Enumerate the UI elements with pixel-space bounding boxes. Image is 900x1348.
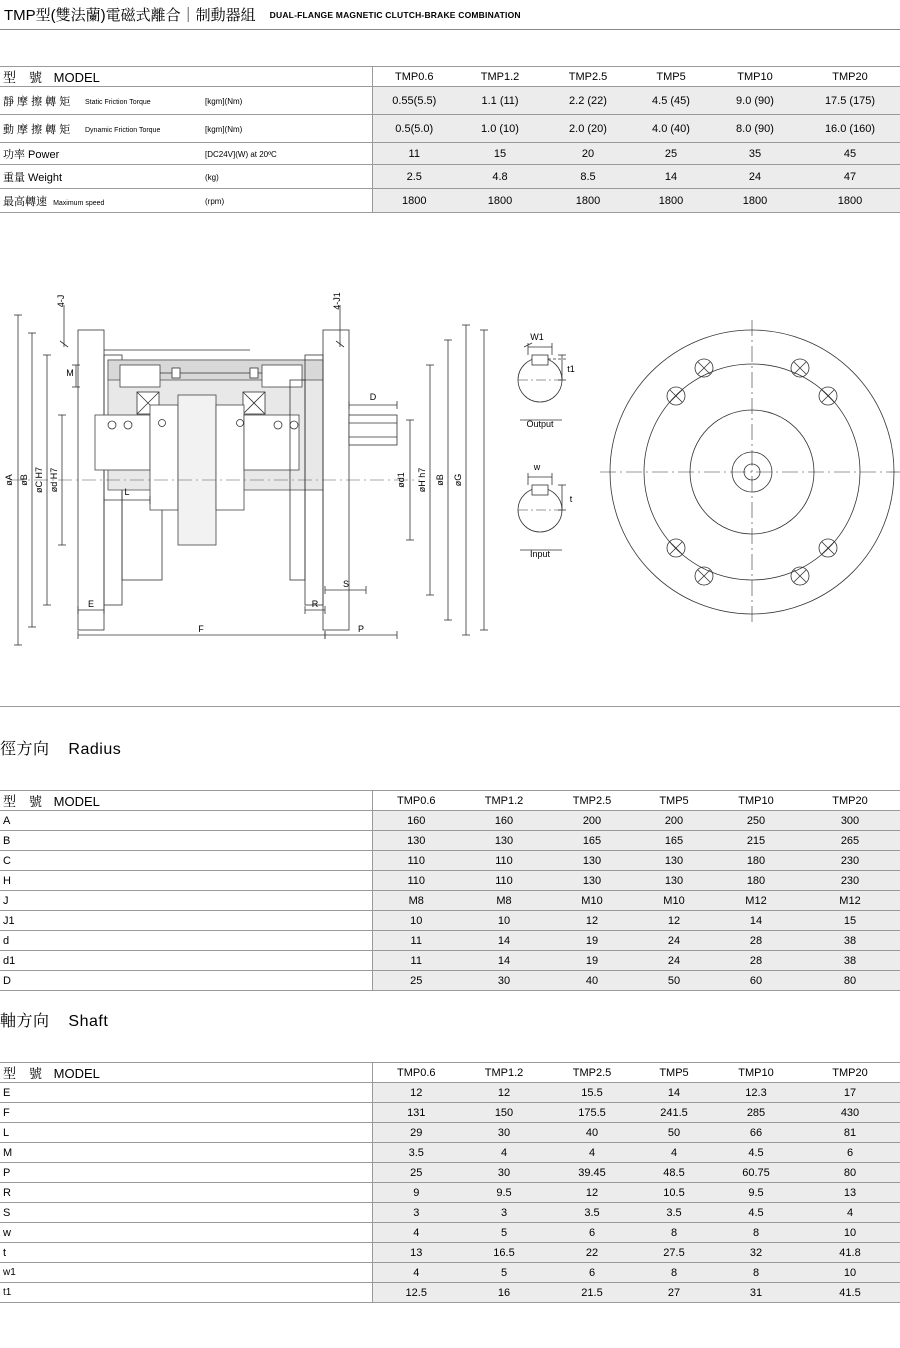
- shaft-model-1: TMP1.2: [460, 1063, 548, 1083]
- table-row: [0, 931, 900, 951]
- radius-row-8-val-1: 30: [460, 971, 548, 991]
- shaft-row-0-val-5: 17: [800, 1083, 900, 1103]
- shaft-row-1-val-3: 241.5: [636, 1103, 712, 1123]
- spec-row-0-label-en: Static Friction Torque: [82, 87, 202, 115]
- radius-row-6-val-0: 11: [372, 931, 460, 951]
- table-row: [0, 871, 900, 891]
- radius-row-5-val-5: 15: [800, 911, 900, 931]
- radius-model-1: TMP1.2: [460, 791, 548, 811]
- radius-row-1-val-1: 130: [460, 831, 548, 851]
- spec-model-1: TMP1.2: [456, 67, 544, 87]
- shaft-row-0-val-0: 12: [372, 1083, 460, 1103]
- shaft-row-10-val-4: 31: [712, 1283, 800, 1303]
- table-row: [0, 1083, 900, 1103]
- shaft-row-10-val-2: 21.5: [548, 1283, 636, 1303]
- shaft-model-3: TMP5: [636, 1063, 712, 1083]
- table-row: [0, 1203, 900, 1223]
- radius-row-5-val-0: 10: [372, 911, 460, 931]
- radius-row-1-val-0: 130: [372, 831, 460, 851]
- radius-row-7-val-4: 28: [712, 951, 800, 971]
- radius-row-3-val-4: 180: [712, 871, 800, 891]
- technical-drawing: [0, 255, 900, 705]
- shaft-row-9-val-5: 10: [800, 1263, 900, 1283]
- spec-model-label-en: MODEL: [53, 70, 100, 85]
- label-p: P: [357, 624, 365, 634]
- radius-model-3: TMP5: [636, 791, 712, 811]
- spec-row-1-val-1: 1.0 (10): [456, 115, 544, 143]
- spec-row-1-val-2: 2.0 (20): [544, 115, 632, 143]
- shaft-model-0: TMP0.6: [372, 1063, 460, 1083]
- label-od1: ød1: [396, 472, 406, 488]
- shaft-row-4-val-1: 30: [460, 1163, 548, 1183]
- shaft-row-5-val-2: 12: [548, 1183, 636, 1203]
- spec-row-3-val-3: 14: [632, 165, 710, 189]
- spec-table-wrap: [0, 66, 900, 213]
- spec-row-3-val-1: 4.8: [456, 165, 544, 189]
- spec-row-2-val-0: 11: [372, 143, 456, 165]
- spec-row-1-unit: [kgm](Nm): [202, 115, 372, 143]
- table-row: [0, 87, 900, 115]
- label-og: øG: [453, 473, 463, 487]
- radius-row-6-val-1: 14: [460, 931, 548, 951]
- shaft-row-0-val-2: 15.5: [548, 1083, 636, 1103]
- shaft-model-label: 型 號 MODEL: [0, 1063, 372, 1083]
- radius-row-7-val-5: 38: [800, 951, 900, 971]
- radius-section-title: [0, 736, 900, 759]
- radius-title-cn: 徑方向: [0, 741, 50, 758]
- shaft-row-1-label: F: [0, 1103, 372, 1123]
- radius-row-0-val-1: 160: [460, 811, 548, 831]
- spec-row-4-val-5: 1800: [800, 189, 900, 213]
- label-w1: W1: [530, 332, 544, 342]
- shaft-model-2: TMP2.5: [548, 1063, 636, 1083]
- radius-title-en: Radius: [68, 741, 122, 758]
- radius-row-0-val-4: 250: [712, 811, 800, 831]
- label-ob-right: øB: [435, 474, 445, 486]
- page-title: TMP型(雙法蘭)電磁式離合｜制動器組: [4, 7, 256, 24]
- spec-model-5: TMP20: [800, 67, 900, 87]
- shaft-row-7-label: w: [0, 1223, 372, 1243]
- radius-table-header-row: [0, 791, 900, 811]
- shaft-row-6-val-0: 3: [372, 1203, 460, 1223]
- shaft-model-5: TMP20: [800, 1063, 900, 1083]
- spec-row-2-val-3: 25: [632, 143, 710, 165]
- spec-row-1-val-0: 0.5(5.0): [372, 115, 456, 143]
- radius-row-4-label: J: [0, 891, 372, 911]
- spec-row-2-val-1: 15: [456, 143, 544, 165]
- shaft-row-10-val-1: 16: [460, 1283, 548, 1303]
- radius-row-1-val-3: 165: [636, 831, 712, 851]
- shaft-row-7-val-2: 6: [548, 1223, 636, 1243]
- spec-row-0-val-4: 9.0 (90): [710, 87, 800, 115]
- spec-row-1-label-en: Dynamic Friction Torque: [82, 115, 202, 143]
- shaft-row-8-val-5: 41.8: [800, 1243, 900, 1263]
- spec-row-0-label-cn: 靜 摩 擦 轉 矩: [0, 87, 82, 115]
- shaft-row-10-label: t1: [0, 1283, 372, 1303]
- radius-row-4-val-1: M8: [460, 891, 548, 911]
- radius-row-5-val-1: 10: [460, 911, 548, 931]
- shaft-row-7-val-0: 4: [372, 1223, 460, 1243]
- radius-model-4: TMP10: [712, 791, 800, 811]
- spec-row-4-unit: (rpm): [202, 189, 372, 213]
- label-r: R: [311, 599, 319, 609]
- spec-row-0-unit: [kgm](Nm): [202, 87, 372, 115]
- shaft-row-3-val-2: 4: [548, 1143, 636, 1163]
- page-subtitle: DUAL-FLANGE MAGNETIC CLUTCH-BRAKE COMBINATION: [269, 9, 521, 20]
- shaft-row-4-val-0: 25: [372, 1163, 460, 1183]
- shaft-row-4-val-3: 48.5: [636, 1163, 712, 1183]
- shaft-row-8-val-0: 13: [372, 1243, 460, 1263]
- shaft-table-header-row: [0, 1063, 900, 1083]
- radius-row-1-val-4: 215: [712, 831, 800, 851]
- shaft-row-10-val-0: 12.5: [372, 1283, 460, 1303]
- table-row: [0, 851, 900, 871]
- shaft-row-6-label: S: [0, 1203, 372, 1223]
- shaft-row-8-val-3: 27.5: [636, 1243, 712, 1263]
- shaft-row-6-val-2: 3.5: [548, 1203, 636, 1223]
- shaft-row-6-val-5: 4: [800, 1203, 900, 1223]
- shaft-row-3-val-4: 4.5: [712, 1143, 800, 1163]
- radius-row-2-label: C: [0, 851, 372, 871]
- radius-row-2-val-4: 180: [712, 851, 800, 871]
- radius-row-3-label: H: [0, 871, 372, 891]
- spec-row-0-val-5: 17.5 (175): [800, 87, 900, 115]
- shaft-row-0-val-4: 12.3: [712, 1083, 800, 1103]
- label-oa: øA: [4, 474, 14, 486]
- spec-model-2: TMP2.5: [544, 67, 632, 87]
- shaft-row-2-val-2: 40: [548, 1123, 636, 1143]
- radius-row-5-val-2: 12: [548, 911, 636, 931]
- shaft-row-3-val-1: 4: [460, 1143, 548, 1163]
- drawing-divider: [0, 706, 900, 707]
- table-row: [0, 1263, 900, 1283]
- shaft-row-8-val-1: 16.5: [460, 1243, 548, 1263]
- label-oc: øC H7: [34, 466, 44, 494]
- label-l: L: [124, 487, 130, 497]
- label-ob-left: øB: [19, 474, 29, 486]
- shaft-row-10-val-5: 41.5: [800, 1283, 900, 1303]
- radius-row-2-val-3: 130: [636, 851, 712, 871]
- spec-row-3-val-2: 8.5: [544, 165, 632, 189]
- spec-row-3-unit: (kg): [202, 165, 372, 189]
- label-m: M: [66, 368, 74, 378]
- radius-row-0-val-3: 200: [636, 811, 712, 831]
- spec-row-4-val-0: 1800: [372, 189, 456, 213]
- table-row: [0, 971, 900, 991]
- shaft-row-5-val-0: 9: [372, 1183, 460, 1203]
- spec-row-4-val-2: 1800: [544, 189, 632, 213]
- spec-row-2-label: 功率 Power: [0, 143, 202, 165]
- shaft-row-4-val-4: 60.75: [712, 1163, 800, 1183]
- radius-row-0-label: A: [0, 811, 372, 831]
- radius-row-5-label: J1: [0, 911, 372, 931]
- label-e: E: [87, 599, 95, 609]
- spec-row-4-val-3: 1800: [632, 189, 710, 213]
- radius-row-8-val-3: 50: [636, 971, 712, 991]
- radius-model-label: 型 號 MODEL: [0, 791, 372, 811]
- shaft-row-3-val-3: 4: [636, 1143, 712, 1163]
- shaft-row-9-val-3: 8: [636, 1263, 712, 1283]
- shaft-row-1-val-5: 430: [800, 1103, 900, 1123]
- spec-row-3-val-5: 47: [800, 165, 900, 189]
- label-t1: t1: [567, 364, 575, 374]
- shaft-row-7-val-3: 8: [636, 1223, 712, 1243]
- shaft-row-0-label: E: [0, 1083, 372, 1103]
- radius-row-8-val-4: 60: [712, 971, 800, 991]
- shaft-table-wrap: [0, 1062, 900, 1303]
- table-row: [0, 1223, 900, 1243]
- radius-table: [0, 790, 900, 991]
- radius-row-5-val-3: 12: [636, 911, 712, 931]
- radius-row-8-val-5: 80: [800, 971, 900, 991]
- radius-row-7-label: d1: [0, 951, 372, 971]
- table-row: [0, 143, 900, 165]
- shaft-section-title: [0, 1008, 900, 1031]
- radius-row-2-val-1: 110: [460, 851, 548, 871]
- radius-row-4-val-2: M10: [548, 891, 636, 911]
- radius-row-7-val-1: 14: [460, 951, 548, 971]
- shaft-row-2-val-3: 50: [636, 1123, 712, 1143]
- table-row: [0, 891, 900, 911]
- spec-model-3: TMP5: [632, 67, 710, 87]
- spec-model-label-cn: 型 號: [3, 70, 43, 85]
- radius-row-0-val-2: 200: [548, 811, 636, 831]
- spec-model-4: TMP10: [710, 67, 800, 87]
- spec-row-0-val-3: 4.5 (45): [632, 87, 710, 115]
- shaft-row-9-val-4: 8: [712, 1263, 800, 1283]
- table-row: [0, 951, 900, 971]
- spec-row-2-val-4: 35: [710, 143, 800, 165]
- shaft-row-9-val-2: 6: [548, 1263, 636, 1283]
- spec-model-label: [0, 67, 372, 87]
- radius-row-5-val-4: 14: [712, 911, 800, 931]
- table-row: [0, 1243, 900, 1263]
- radius-row-1-label: B: [0, 831, 372, 851]
- spec-row-0-val-2: 2.2 (22): [544, 87, 632, 115]
- shaft-table: [0, 1062, 900, 1303]
- radius-row-3-val-2: 130: [548, 871, 636, 891]
- table-row: [0, 911, 900, 931]
- radius-model-5: TMP20: [800, 791, 900, 811]
- spec-row-4-label: 最高轉速 Maximum speed: [0, 189, 202, 213]
- spec-table-header-row: [0, 67, 900, 87]
- label-4-j1: 4-J1: [332, 292, 342, 310]
- shaft-row-2-val-0: 29: [372, 1123, 460, 1143]
- shaft-row-2-val-4: 66: [712, 1123, 800, 1143]
- shaft-row-6-val-3: 3.5: [636, 1203, 712, 1223]
- label-s: S: [342, 579, 350, 589]
- radius-row-7-val-3: 24: [636, 951, 712, 971]
- shaft-row-5-val-1: 9.5: [460, 1183, 548, 1203]
- table-row: [0, 831, 900, 851]
- spec-row-2-unit: [DC24V](W) at 20ºC: [202, 143, 372, 165]
- table-row: [0, 189, 900, 213]
- shaft-row-4-val-2: 39.45: [548, 1163, 636, 1183]
- shaft-row-0-val-1: 12: [460, 1083, 548, 1103]
- spec-row-1-label-cn: 動 摩 擦 轉 矩: [0, 115, 82, 143]
- spec-row-3-label: 重量 Weight: [0, 165, 202, 189]
- radius-model-0: TMP0.6: [372, 791, 460, 811]
- shaft-title-cn: 軸方向: [0, 1013, 50, 1030]
- shaft-row-1-val-0: 131: [372, 1103, 460, 1123]
- shaft-row-9-label: w1: [0, 1263, 372, 1283]
- label-output: Output: [526, 419, 554, 429]
- spec-row-2-val-2: 20: [544, 143, 632, 165]
- spec-row-2-val-5: 45: [800, 143, 900, 165]
- radius-row-4-val-5: M12: [800, 891, 900, 911]
- label-f: F: [198, 624, 204, 634]
- radius-row-6-val-5: 38: [800, 931, 900, 951]
- table-row: [0, 1283, 900, 1303]
- radius-row-0-val-5: 300: [800, 811, 900, 831]
- spec-row-3-val-4: 24: [710, 165, 800, 189]
- spec-model-0: TMP0.6: [372, 67, 456, 87]
- table-row: [0, 1103, 900, 1123]
- radius-row-1-val-2: 165: [548, 831, 636, 851]
- table-row: [0, 1123, 900, 1143]
- shaft-row-6-val-1: 3: [460, 1203, 548, 1223]
- label-4-j: 4-J: [56, 294, 66, 308]
- radius-row-0-val-0: 160: [372, 811, 460, 831]
- shaft-model-4: TMP10: [712, 1063, 800, 1083]
- radius-row-6-val-3: 24: [636, 931, 712, 951]
- shaft-row-7-val-4: 8: [712, 1223, 800, 1243]
- spec-row-4-val-4: 1800: [710, 189, 800, 213]
- shaft-row-8-label: t: [0, 1243, 372, 1263]
- shaft-row-9-val-1: 5: [460, 1263, 548, 1283]
- radius-row-2-val-5: 230: [800, 851, 900, 871]
- shaft-row-3-val-0: 3.5: [372, 1143, 460, 1163]
- radius-row-8-label: D: [0, 971, 372, 991]
- label-oh: øH h7: [417, 467, 427, 493]
- radius-row-4-val-0: M8: [372, 891, 460, 911]
- radius-row-6-label: d: [0, 931, 372, 951]
- shaft-row-5-val-3: 10.5: [636, 1183, 712, 1203]
- radius-row-4-val-4: M12: [712, 891, 800, 911]
- radius-row-3-val-5: 230: [800, 871, 900, 891]
- radius-row-7-val-0: 11: [372, 951, 460, 971]
- table-row: [0, 811, 900, 831]
- shaft-row-3-label: M: [0, 1143, 372, 1163]
- shaft-row-10-val-3: 27: [636, 1283, 712, 1303]
- radius-row-3-val-1: 110: [460, 871, 548, 891]
- radius-row-3-val-3: 130: [636, 871, 712, 891]
- label-od: ød H7: [49, 467, 59, 493]
- shaft-row-4-label: P: [0, 1163, 372, 1183]
- shaft-row-8-val-2: 22: [548, 1243, 636, 1263]
- shaft-row-8-val-4: 32: [712, 1243, 800, 1263]
- label-w: w: [533, 462, 541, 472]
- label-input: Input: [529, 549, 551, 559]
- radius-row-4-val-3: M10: [636, 891, 712, 911]
- shaft-row-2-val-1: 30: [460, 1123, 548, 1143]
- spec-row-0-val-1: 1.1 (11): [456, 87, 544, 115]
- label-d: D: [369, 392, 377, 402]
- shaft-row-3-val-5: 6: [800, 1143, 900, 1163]
- shaft-row-7-val-5: 10: [800, 1223, 900, 1243]
- shaft-title-en: Shaft: [68, 1013, 109, 1030]
- shaft-row-1-val-4: 285: [712, 1103, 800, 1123]
- shaft-row-1-val-2: 175.5: [548, 1103, 636, 1123]
- spec-table: [0, 66, 900, 213]
- table-row: [0, 1143, 900, 1163]
- spec-row-3-val-0: 2.5: [372, 165, 456, 189]
- shaft-row-5-label: R: [0, 1183, 372, 1203]
- shaft-row-7-val-1: 5: [460, 1223, 548, 1243]
- spec-row-1-val-4: 8.0 (90): [710, 115, 800, 143]
- table-row: [0, 1163, 900, 1183]
- spec-row-1-val-3: 4.0 (40): [632, 115, 710, 143]
- radius-row-7-val-2: 19: [548, 951, 636, 971]
- radius-row-2-val-0: 110: [372, 851, 460, 871]
- shaft-row-1-val-1: 150: [460, 1103, 548, 1123]
- shaft-row-9-val-0: 4: [372, 1263, 460, 1283]
- radius-row-6-val-4: 28: [712, 931, 800, 951]
- label-t: t: [569, 494, 573, 504]
- radius-row-6-val-2: 19: [548, 931, 636, 951]
- radius-row-8-val-0: 25: [372, 971, 460, 991]
- table-row: [0, 1183, 900, 1203]
- page-header: [0, 0, 900, 30]
- radius-row-8-val-2: 40: [548, 971, 636, 991]
- shaft-row-2-val-5: 81: [800, 1123, 900, 1143]
- shaft-row-0-val-3: 14: [636, 1083, 712, 1103]
- shaft-row-2-label: L: [0, 1123, 372, 1143]
- radius-row-2-val-2: 130: [548, 851, 636, 871]
- table-row: [0, 115, 900, 143]
- shaft-row-5-val-4: 9.5: [712, 1183, 800, 1203]
- shaft-row-5-val-5: 13: [800, 1183, 900, 1203]
- radius-row-3-val-0: 110: [372, 871, 460, 891]
- shaft-row-6-val-4: 4.5: [712, 1203, 800, 1223]
- shaft-row-4-val-5: 80: [800, 1163, 900, 1183]
- spec-row-1-val-5: 16.0 (160): [800, 115, 900, 143]
- spec-row-0-val-0: 0.55(5.5): [372, 87, 456, 115]
- radius-table-wrap: [0, 790, 900, 991]
- spec-row-4-val-1: 1800: [456, 189, 544, 213]
- radius-row-1-val-5: 265: [800, 831, 900, 851]
- table-row: [0, 165, 900, 189]
- radius-model-2: TMP2.5: [548, 791, 636, 811]
